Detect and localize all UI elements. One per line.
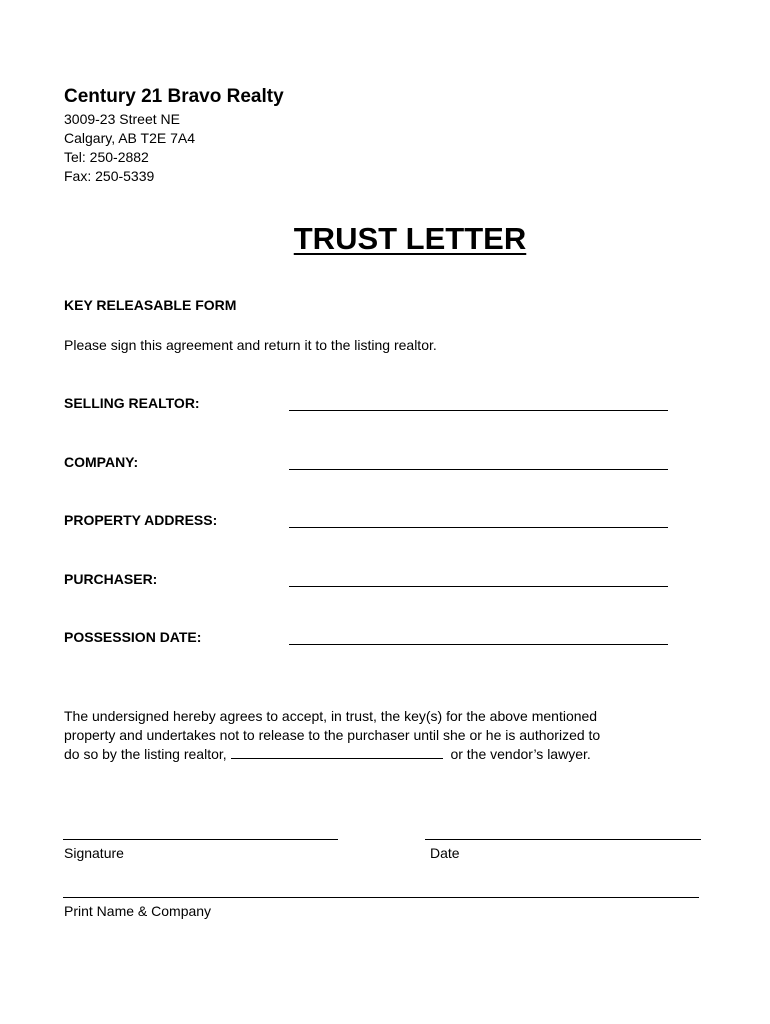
date-label: Date — [430, 845, 460, 861]
agreement-line-2: property and undertakes not to release to the purchaser until she or he is authorized to — [64, 727, 601, 743]
document-title: TRUST LETTER — [293, 221, 527, 256]
print-name-line[interactable] — [63, 897, 699, 898]
field-label-property-address: PROPERTY ADDRESS: — [64, 512, 218, 528]
agreement-line-1: The undersigned hereby agrees to accept, in trust, the key(s) for the above mentioned — [64, 708, 598, 724]
address-city: Calgary, AB T2E 7A4 — [64, 130, 195, 146]
field-label-selling-realtor: SELLING REALTOR: — [64, 395, 200, 411]
selling-realtor-field[interactable] — [289, 410, 668, 411]
field-label-possession-date: POSSESSION DATE: — [64, 629, 202, 645]
agreement-line-3 — [64, 746, 591, 762]
purchaser-field[interactable] — [289, 586, 668, 587]
field-label-company: COMPANY: — [64, 454, 139, 470]
form-subtitle: KEY RELEASABLE FORM — [64, 297, 237, 313]
field-label-purchaser: PURCHASER: — [64, 571, 158, 587]
company-name: Century 21 Bravo Realty — [64, 86, 284, 107]
agreement-line-3-after: or the vendor’s lawyer. — [450, 746, 591, 762]
property-address-field[interactable] — [289, 527, 668, 528]
date-line[interactable] — [425, 839, 701, 840]
address-fax: Fax: 250-5339 — [64, 168, 155, 184]
signature-line[interactable] — [63, 839, 338, 840]
signature-label: Signature — [64, 845, 124, 861]
listing-realtor-blank[interactable] — [231, 746, 443, 759]
print-name-label: Print Name & Company — [64, 903, 212, 919]
company-field[interactable] — [289, 469, 668, 470]
address-phone: Tel: 250-2882 — [64, 149, 149, 165]
instruction-text: Please sign this agreement and return it to the listing realtor. — [64, 337, 437, 353]
address-street: 3009-23 Street NE — [64, 111, 180, 127]
possession-date-field[interactable] — [289, 644, 668, 645]
agreement-line-3-before: do so by the listing realtor, — [64, 746, 227, 762]
